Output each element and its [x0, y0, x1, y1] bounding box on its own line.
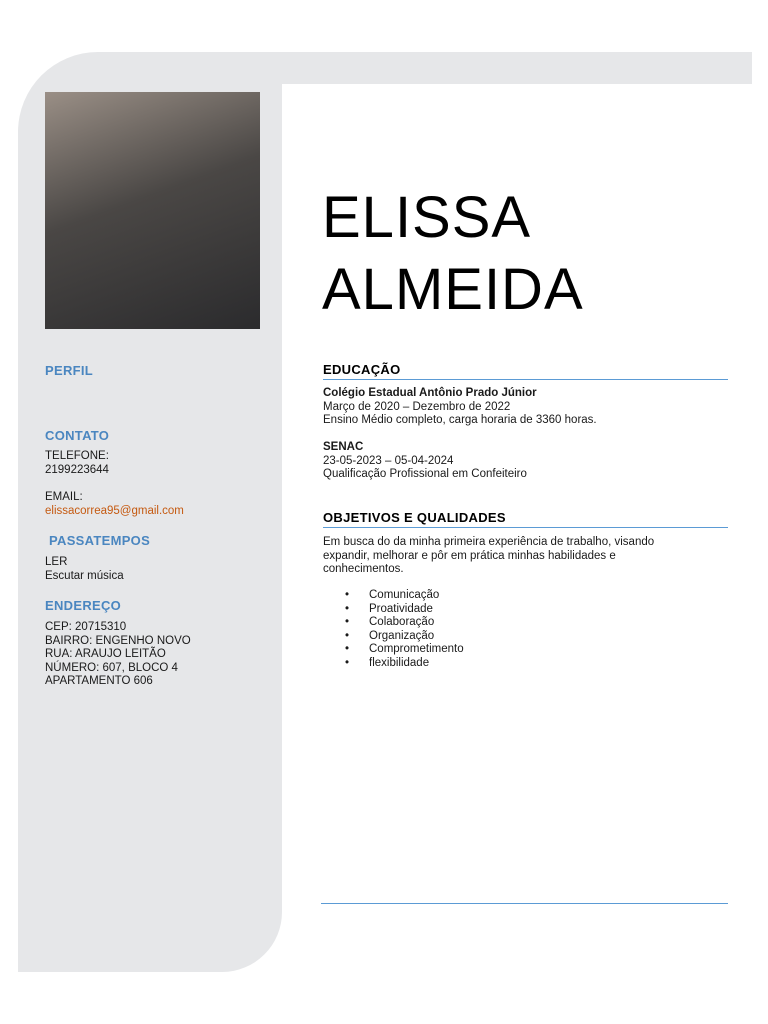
perfil-title: PERFIL — [45, 363, 94, 378]
education-dates: 23-05-2023 – 05-04-2024 — [323, 454, 454, 467]
paragraph-line: Em busca do da minha primeira experiência de trabalho, visando — [323, 536, 655, 548]
paragraph-line: expandir, melhorar e pôr em prática minhas habilidades e — [323, 549, 616, 562]
quality-label: flexibilidade — [369, 656, 430, 669]
education-institution: SENAC — [323, 441, 364, 453]
educacao-heading: EDUCAÇÃO — [323, 362, 728, 380]
address-line: CEP: 20715310 — [45, 621, 127, 633]
quality-label: Colaboração — [369, 616, 435, 628]
quality-item — [323, 616, 464, 630]
bullet-icon: • — [345, 643, 350, 655]
candidate-name — [322, 182, 584, 326]
bottom-divider — [321, 903, 728, 904]
address-line: NÚMERO: 607, BLOCO 4 — [45, 661, 178, 674]
top-band-background — [200, 52, 752, 84]
bullet-icon: • — [345, 616, 350, 628]
quality-item — [323, 643, 464, 657]
bullet-icon: • — [345, 656, 350, 669]
email-link[interactable]: elissacorrea95@gmail.com — [45, 504, 184, 517]
qualities-list — [323, 589, 464, 670]
contato-title: CONTATO — [45, 428, 110, 443]
endereco-title: ENDEREÇO — [45, 598, 122, 613]
last-name: ALMEIDA — [322, 257, 584, 322]
first-name: ELISSA — [322, 185, 532, 250]
objetivos-heading: OBJETIVOS E QUALIDADES — [323, 510, 728, 528]
address-block — [45, 621, 191, 689]
bullet-icon: • — [345, 602, 350, 615]
education-description: Ensino Médio completo, carga horaria de 3360 horas. — [323, 414, 597, 426]
quality-item — [323, 657, 464, 671]
hobby-item: LER — [45, 556, 68, 568]
bullet-icon: • — [345, 589, 350, 601]
education-dates: Março de 2020 – Dezembro de 2022 — [323, 400, 511, 413]
address-line: APARTAMENTO 606 — [45, 675, 153, 687]
email-label: EMAIL: — [45, 491, 83, 503]
contact-email — [45, 491, 184, 518]
quality-label: Proatividade — [369, 602, 433, 615]
quality-label: Comunicação — [369, 589, 440, 601]
quality-item — [323, 603, 464, 617]
education-institution: Colégio Estadual Antônio Prado Júnior — [323, 387, 537, 399]
quality-item — [323, 630, 464, 644]
address-line: BAIRRO: ENGENHO NOVO — [45, 634, 191, 647]
hobby-item: Escutar música — [45, 569, 124, 582]
paragraph-line: conhecimentos. — [323, 563, 404, 575]
education-item — [323, 441, 728, 482]
hobbies-list — [45, 556, 124, 583]
address-line: RUA: ARAUJO LEITÃO — [45, 648, 166, 660]
contact-phone — [45, 450, 109, 477]
education-item — [323, 387, 728, 428]
education-description: Qualificação Profissional em Confeiteiro — [323, 468, 527, 480]
phone-label: TELEFONE: — [45, 450, 109, 462]
passatempos-title: PASSATEMPOS — [49, 533, 151, 548]
bullet-icon: • — [345, 629, 350, 642]
profile-photo — [45, 92, 260, 329]
quality-label: Organização — [369, 629, 435, 642]
phone-value: 2199223644 — [45, 463, 109, 476]
objetivos-paragraph — [323, 536, 728, 577]
quality-item — [323, 589, 464, 603]
quality-label: Comprometimento — [369, 643, 464, 655]
